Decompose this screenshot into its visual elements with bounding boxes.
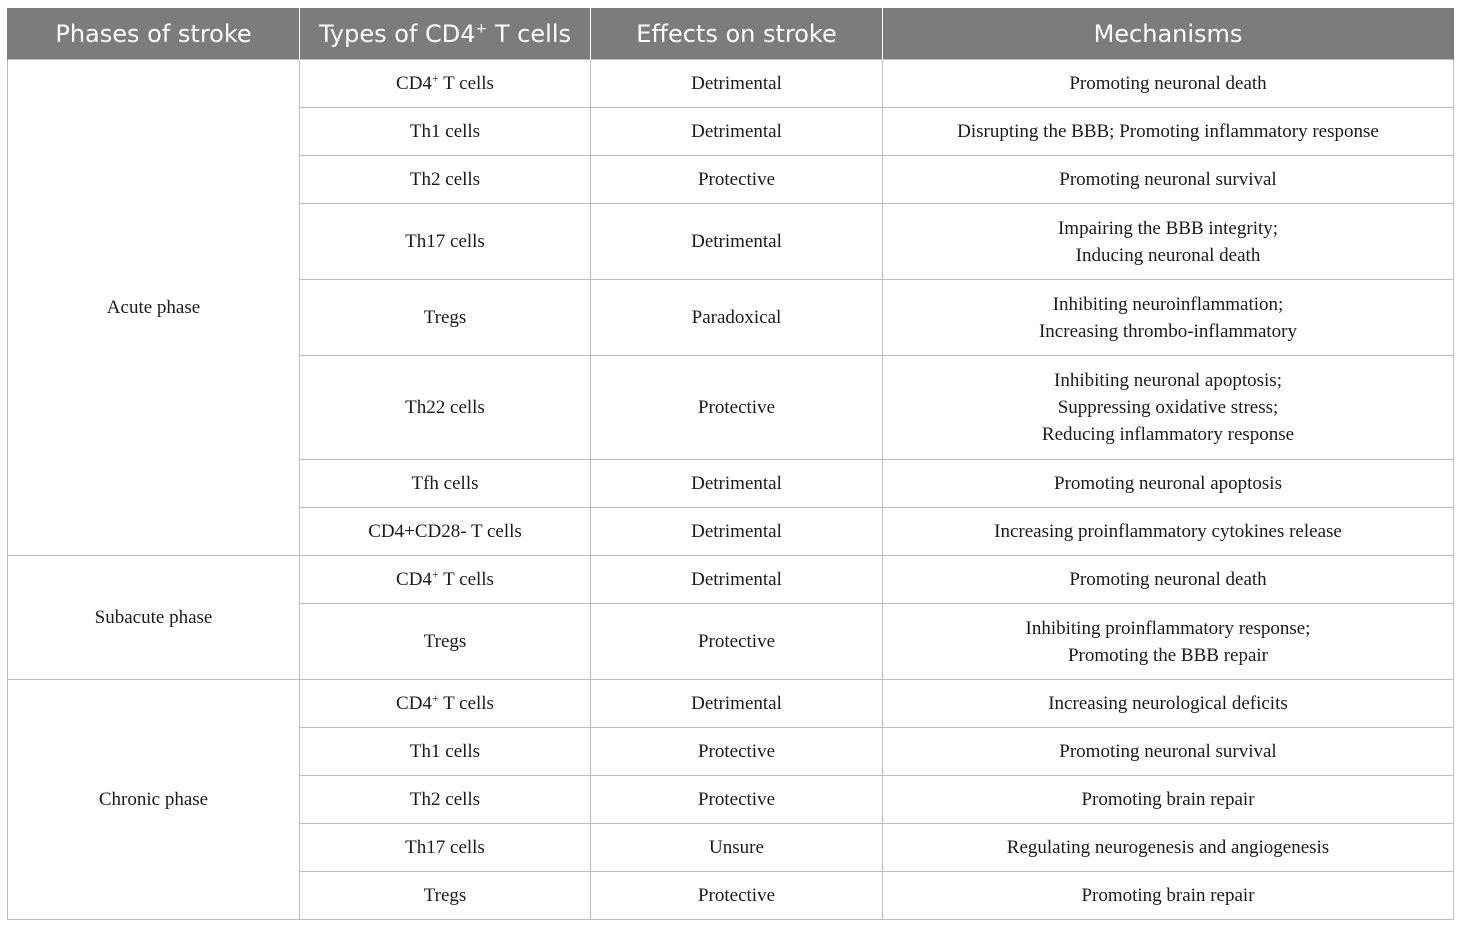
cell-type-text: Tregs <box>423 885 467 906</box>
cell-type-text: Tregs <box>423 631 467 652</box>
cell-effect: Protective <box>591 356 883 460</box>
mechanism-line: Promoting neuronal apoptosis <box>1054 473 1282 494</box>
mechanism-line: Promoting the BBB repair <box>1067 644 1268 666</box>
cell-type-text: Th1 cells <box>409 121 481 142</box>
cell-type <box>300 108 591 156</box>
cell-effect: Unsure <box>591 824 883 872</box>
mechanism-line: Promoting neuronal death <box>1069 569 1267 590</box>
cell-type-text: CD4 <box>396 73 432 94</box>
cell-type-sup: + <box>431 691 439 705</box>
cell-mechanism <box>883 460 1454 508</box>
mechanism-line: Increasing proinflammatory cytokines release <box>994 521 1342 542</box>
cell-type <box>300 356 591 460</box>
cell-effect: Detrimental <box>591 460 883 508</box>
header-type-prefix: Types of CD4 <box>319 19 476 48</box>
cell-type-suffix: T cells <box>438 693 494 714</box>
stroke-cd4-table <box>7 8 1454 920</box>
cell-type <box>300 280 591 356</box>
cell-type-text: Th17 cells <box>405 231 485 252</box>
cell-effect: Protective <box>591 776 883 824</box>
cell-effect: Detrimental <box>591 204 883 280</box>
cell-type <box>300 556 591 604</box>
cell-type-text: CD4+CD28- T cells <box>368 521 522 542</box>
cell-type-text: Tregs <box>423 307 467 328</box>
cell-effect: Paradoxical <box>591 280 883 356</box>
cell-mechanism <box>883 60 1454 108</box>
cell-mechanism <box>883 776 1454 824</box>
header-effect: Effects on stroke <box>591 8 883 60</box>
cell-type-sup: + <box>431 71 439 85</box>
cell-effect: Detrimental <box>591 508 883 556</box>
mechanism-line: Impairing the BBB integrity; <box>1057 217 1279 239</box>
cell-type <box>300 776 591 824</box>
cell-mechanism <box>883 204 1454 280</box>
cell-type-text: Th22 cells <box>405 397 485 418</box>
cell-mechanism <box>883 280 1454 356</box>
cell-effect: Detrimental <box>591 680 883 728</box>
header-type-sup: + <box>475 20 488 37</box>
cell-effect: Detrimental <box>591 556 883 604</box>
cell-type-text: Tfh cells <box>411 473 479 494</box>
mechanism-line: Reducing inflammatory response <box>1041 424 1295 445</box>
table-row <box>8 556 1454 604</box>
mechanism-line: Disrupting the BBB; Promoting inflammatory response <box>957 121 1379 142</box>
phase-cell: Acute phase <box>8 60 300 556</box>
mechanism-line: Increasing thrombo-inflammatory <box>1038 320 1297 342</box>
mechanism-line: Promoting brain repair <box>1081 789 1255 810</box>
cell-type-text: Th1 cells <box>409 741 481 762</box>
phase-cell: Chronic phase <box>8 680 300 920</box>
table-header <box>8 8 1454 60</box>
table-row <box>8 60 1454 108</box>
cell-effect: Protective <box>591 872 883 920</box>
cell-type <box>300 204 591 280</box>
cell-mechanism <box>883 108 1454 156</box>
cell-type-sup: + <box>431 567 439 581</box>
cell-type <box>300 872 591 920</box>
cell-mechanism <box>883 556 1454 604</box>
cell-effect: Detrimental <box>591 108 883 156</box>
mechanism-line: Increasing neurological deficits <box>1048 693 1288 714</box>
cell-mechanism <box>883 156 1454 204</box>
mechanism-line: Suppressing oxidative stress; <box>1057 397 1279 418</box>
cell-effect: Protective <box>591 604 883 680</box>
cell-type <box>300 60 591 108</box>
header-phase: Phases of stroke <box>8 8 300 60</box>
header-type <box>300 8 591 60</box>
cell-mechanism <box>883 680 1454 728</box>
cell-type-text: Th17 cells <box>405 837 485 858</box>
cell-type <box>300 680 591 728</box>
mechanism-line: Promoting neuronal death <box>1069 73 1267 94</box>
cell-type <box>300 508 591 556</box>
cell-effect: Detrimental <box>591 60 883 108</box>
cell-type <box>300 728 591 776</box>
cell-mechanism <box>883 824 1454 872</box>
cell-mechanism <box>883 604 1454 680</box>
cell-type-text: Th2 cells <box>409 789 481 810</box>
cell-mechanism <box>883 728 1454 776</box>
cell-type <box>300 156 591 204</box>
cell-mechanism <box>883 872 1454 920</box>
cell-effect: Protective <box>591 728 883 776</box>
cell-mechanism <box>883 356 1454 460</box>
cell-type <box>300 824 591 872</box>
mechanism-line: Inducing neuronal death <box>1075 244 1261 266</box>
cell-mechanism <box>883 508 1454 556</box>
table-body <box>8 60 1454 920</box>
mechanism-line: Inhibiting neuronal apoptosis; <box>1054 370 1282 391</box>
header-mechanism: Mechanisms <box>883 8 1454 60</box>
mechanism-line: Regulating neurogenesis and angiogenesis <box>1006 837 1330 858</box>
cell-type-suffix: T cells <box>438 569 494 590</box>
cell-type-text: CD4 <box>396 693 432 714</box>
cell-type <box>300 460 591 508</box>
cell-effect: Protective <box>591 156 883 204</box>
mechanism-line: Inhibiting proinflammatory response; <box>1025 617 1311 639</box>
mechanism-line: Promoting brain repair <box>1081 885 1255 906</box>
header-type-suffix: T cells <box>487 19 571 48</box>
table-row <box>8 680 1454 728</box>
cell-type-text: Th2 cells <box>409 169 481 190</box>
header-row <box>8 8 1454 60</box>
cell-type-suffix: T cells <box>438 73 494 94</box>
phase-cell: Subacute phase <box>8 556 300 680</box>
cell-type <box>300 604 591 680</box>
mechanism-line: Promoting neuronal survival <box>1059 169 1277 190</box>
mechanism-line: Inhibiting neuroinflammation; <box>1052 293 1284 315</box>
cell-type-text: CD4 <box>396 569 432 590</box>
mechanism-line: Promoting neuronal survival <box>1059 741 1277 762</box>
